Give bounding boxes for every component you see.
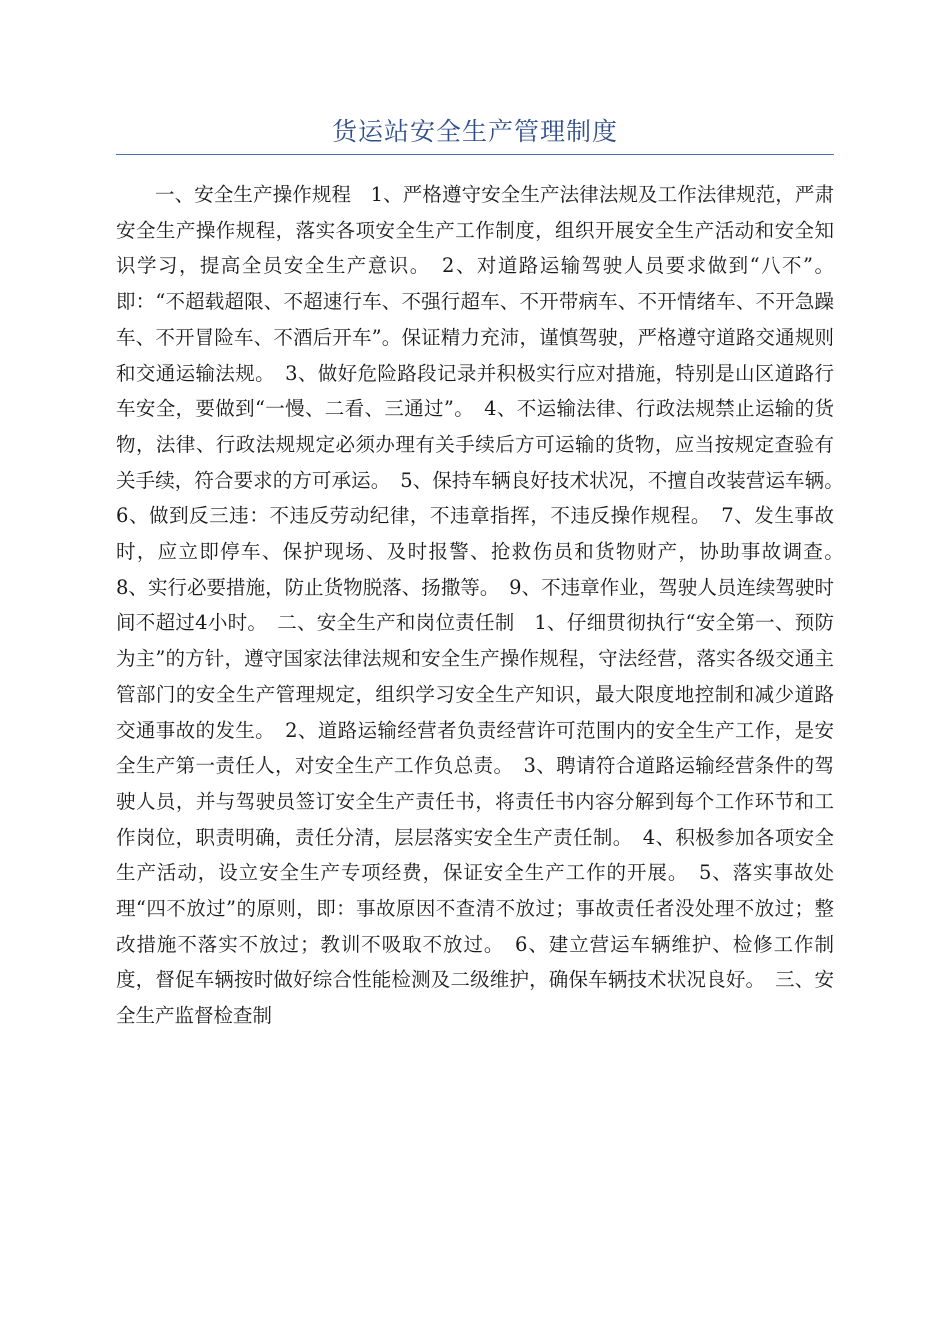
document-body: 一、安全生产操作规程 1、严格遵守安全生产法律法规及工作法律规范，严肃安全生产操作规程，落实各项安全生产工作制度，组织开展安全生产活动和安全知识学习，提高全员安全生产意识。 2、对道路运输驾驶人员要求做到“八不”。即：“不超载超限、不超速行车、不强行超车、不开带病车、不开情绪车、不开急躁车、不开冒险车、不酒后开车”。保证精力充沛，谨慎驾驶，严格遵守道路交通规则和交通运输法规。 3、做好危险路段记录并积极实行应对措施，特别是山区道路行车安全，要做到“一慢、二看、三通过”。 4、不运输法律、行政法规禁止运输的货物，法律、行政法规规定必须办理有关手续后方可运输的货物，应当按规定查验有关手续，符合要求的方可承运。 5、保持车辆良好技术状况，不擅自改装营运车辆。 6、做到反三违：不违反劳动纪律，不违章指挥，不违反操作规程。 7、发生事故时，应立即停车、保护现场、及时报警、抢救伤员和货物财产，协助事故调查。 8、实行必要措施，防止货物脱落、扬撒等。 9、不违章作业，驾驶人员连续驾驶时间不超过4小时。 二、安全生产和岗位责任制 1、仔细贯彻执行“安全第一、预防为主”的方针，遵守国家法律法规和安全生产操作规程，守法经营，落实各级交通主管部门的安全生产管理规定，组织学习安全生产知识，最大限度地控制和减少道路交通事故的发生。 2、道路运输经营者负责经营许可范围内的安全生产工作，是安全生产第一责任人，对安全生产工作负总责。 3、聘请符合道路运输经营条件的驾驶人员，并与驾驶员签订安全生产责任书，将责任书内容分解到每个工作环节和工作岗位，职责明确，责任分清，层层落实安全生产责任制。 4、积极参加各项安全生产活动，设立安全生产专项经费，保证安全生产工作的开展。 5、落实事故处理“四不放过”的原则，即：事故原因不查清不放过；事故责任者没处理不放过；整改措施不落实不放过；教训不吸取不放过。 6、建立营运车辆维护、检修工作制度，督促车辆按时做好综合性能检测及二级维护，确保车辆技术状况良好。 三、安全生产监督检查制 [116, 183, 854, 1028]
title-underline [116, 154, 834, 155]
document-title: 货运站安全生产管理制度 [331, 117, 618, 146]
